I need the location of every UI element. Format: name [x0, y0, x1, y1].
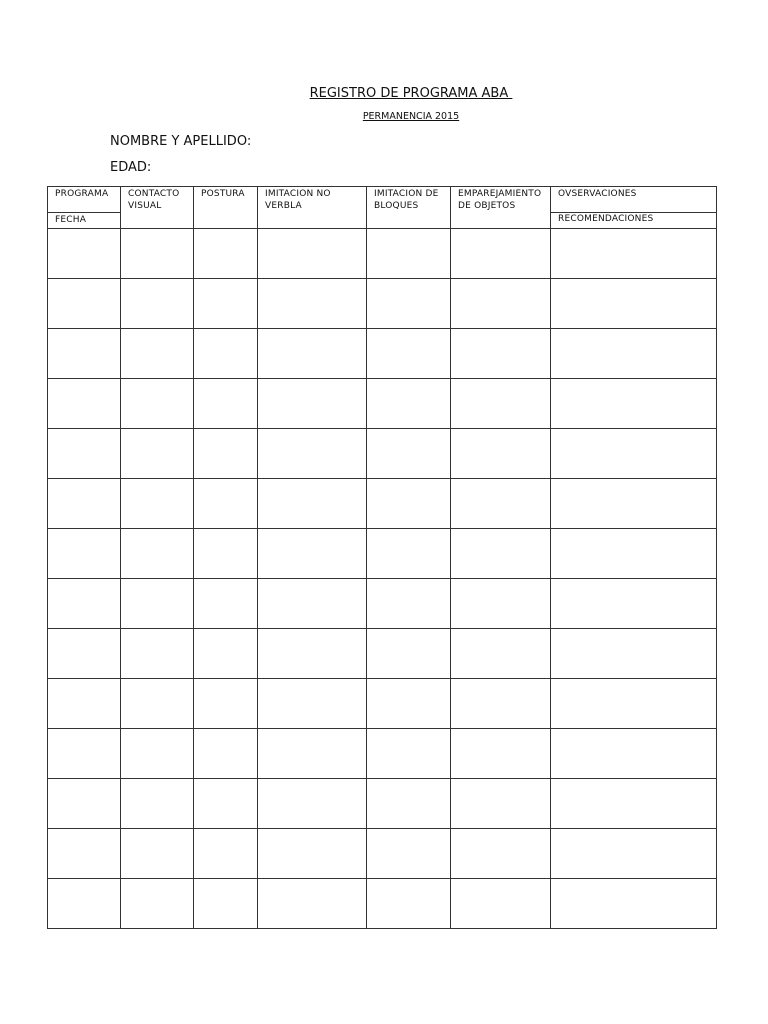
table-row — [48, 879, 717, 929]
table-cell — [121, 829, 194, 879]
table-cell — [551, 329, 717, 379]
table-cell — [551, 529, 717, 579]
table-cell — [121, 879, 194, 929]
table-cell — [451, 329, 551, 379]
table-cell — [258, 829, 367, 879]
table-cell — [48, 429, 121, 479]
table-cell — [551, 879, 717, 929]
table-row — [48, 629, 717, 679]
table-cell — [258, 379, 367, 429]
table-cell — [451, 729, 551, 779]
table-cell — [551, 679, 717, 729]
table-cell — [194, 329, 258, 379]
table-row — [48, 529, 717, 579]
table-row — [48, 279, 717, 329]
age-field-label: EDAD: — [110, 160, 152, 175]
table-cell — [48, 829, 121, 879]
table-cell — [258, 279, 367, 329]
table-cell — [194, 679, 258, 729]
header-recomendaciones: RECOMENDACIONES — [551, 213, 717, 229]
table-cell — [451, 379, 551, 429]
table-cell — [48, 579, 121, 629]
table-cell — [258, 729, 367, 779]
table-cell — [367, 529, 451, 579]
table-cell — [194, 229, 258, 279]
table-cell — [121, 679, 194, 729]
table-cell — [48, 529, 121, 579]
table-cell — [367, 429, 451, 479]
table-row — [48, 679, 717, 729]
header-contacto-visual — [121, 187, 194, 229]
table-cell — [451, 629, 551, 679]
table-cell — [551, 229, 717, 279]
table-cell — [121, 379, 194, 429]
table-cell — [367, 729, 451, 779]
header-imitacion-bloques-text: IMITACION DE BLOQUES — [374, 189, 439, 211]
table-cell — [451, 779, 551, 829]
table-cell — [121, 579, 194, 629]
table-cell — [551, 629, 717, 679]
header-imitacion-no-verbal-text: IMITACION NO VERBLA — [265, 189, 331, 211]
table-cell — [258, 679, 367, 729]
table-cell — [451, 679, 551, 729]
table-cell — [194, 729, 258, 779]
table-cell — [451, 529, 551, 579]
table-cell — [194, 629, 258, 679]
table-cell — [367, 279, 451, 329]
table-cell — [121, 529, 194, 579]
table-cell — [451, 229, 551, 279]
table-row — [48, 579, 717, 629]
name-field-label: NOMBRE Y APELLIDO: — [110, 134, 252, 149]
header-programa: PROGRAMA — [48, 187, 121, 213]
table-row — [48, 379, 717, 429]
table-cell — [258, 229, 367, 279]
table-row — [48, 329, 717, 379]
table-cell — [194, 379, 258, 429]
table-row — [48, 829, 717, 879]
table-cell — [48, 229, 121, 279]
header-imitacion-bloques — [367, 187, 451, 229]
table-cell — [121, 479, 194, 529]
table-header-row — [48, 187, 717, 213]
table-cell — [367, 829, 451, 879]
page-subtitle: PERMANENCIA 2015 — [362, 111, 460, 122]
table-cell — [48, 629, 121, 679]
table-cell — [451, 479, 551, 529]
table-cell — [48, 279, 121, 329]
table-cell — [367, 779, 451, 829]
record-table — [47, 186, 717, 929]
table-cell — [121, 229, 194, 279]
table-cell — [194, 779, 258, 829]
table-cell — [194, 479, 258, 529]
table-cell — [551, 829, 717, 879]
table-cell — [258, 479, 367, 529]
table-cell — [367, 479, 451, 529]
table-cell — [551, 379, 717, 429]
table-cell — [258, 529, 367, 579]
table-cell — [258, 579, 367, 629]
table-cell — [551, 729, 717, 779]
table-cell — [451, 879, 551, 929]
table-cell — [367, 679, 451, 729]
table-cell — [194, 429, 258, 479]
table-row — [48, 779, 717, 829]
table-cell — [121, 729, 194, 779]
header-imitacion-no-verbal — [258, 187, 367, 229]
table-cell — [367, 879, 451, 929]
table-cell — [194, 279, 258, 329]
table-cell — [121, 629, 194, 679]
table-cell — [121, 429, 194, 479]
table-cell — [451, 829, 551, 879]
table-cell — [48, 379, 121, 429]
header-fecha: FECHA — [48, 213, 121, 229]
table-cell — [451, 279, 551, 329]
table-cell — [258, 629, 367, 679]
table-cell — [194, 579, 258, 629]
table-row — [48, 429, 717, 479]
table-cell — [367, 379, 451, 429]
table-row — [48, 479, 717, 529]
header-observaciones: OVSERVACIONES — [551, 187, 717, 213]
table-cell — [367, 329, 451, 379]
table-cell — [551, 479, 717, 529]
table-cell — [194, 529, 258, 579]
table-cell — [121, 779, 194, 829]
table-cell — [48, 879, 121, 929]
table-cell — [48, 779, 121, 829]
table-cell — [551, 279, 717, 329]
table-cell — [367, 579, 451, 629]
page-title: REGISTRO DE PROGRAMA ABA — [309, 86, 513, 101]
table-cell — [48, 479, 121, 529]
table-cell — [451, 429, 551, 479]
header-emparejamiento: EMPAREJAMIENTO DE OBJETOS — [451, 187, 551, 229]
header-contacto-visual-text: CONTACTO VISUAL — [128, 189, 180, 211]
table-cell — [48, 729, 121, 779]
table-cell — [48, 329, 121, 379]
table-cell — [48, 679, 121, 729]
table-row — [48, 229, 717, 279]
header-postura: POSTURA — [194, 187, 258, 229]
table-cell — [367, 629, 451, 679]
table-cell — [551, 429, 717, 479]
table-cell — [551, 579, 717, 629]
table-cell — [258, 329, 367, 379]
table-cell — [451, 579, 551, 629]
table-cell — [258, 779, 367, 829]
table-row — [48, 729, 717, 779]
table-cell — [194, 829, 258, 879]
table-cell — [258, 429, 367, 479]
table-cell — [551, 779, 717, 829]
table-cell — [367, 229, 451, 279]
table-cell — [194, 879, 258, 929]
table-cell — [121, 329, 194, 379]
table-cell — [121, 279, 194, 329]
table-cell — [258, 879, 367, 929]
